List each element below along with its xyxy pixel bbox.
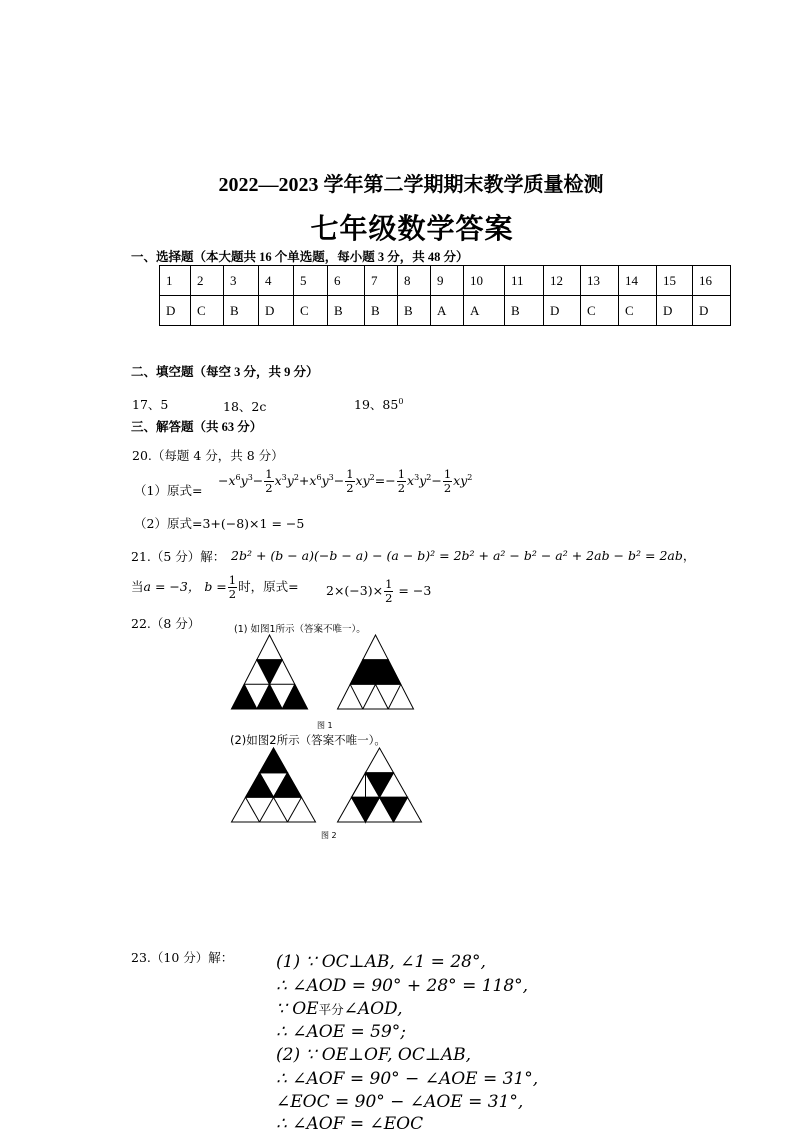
- question-number-10: 10: [464, 266, 505, 296]
- q21-shi: 时: [238, 579, 251, 594]
- q21-simplification: [231, 546, 695, 564]
- q23-line-3a: ∵ OE: [276, 999, 319, 1019]
- fig2-right-cell-right: [380, 797, 408, 822]
- q21-substitution: [131, 574, 299, 601]
- fig1-left-cell-right: [282, 684, 307, 709]
- q20-part2-expression: 3+(−8)×1 = −5: [202, 516, 305, 531]
- answer-title: 七年级数学答案: [310, 214, 514, 245]
- answer-5: C: [294, 296, 328, 326]
- q23-line-5: (2) ∵ OE⊥OF, OC⊥AB,: [276, 1045, 472, 1065]
- fig2-right-cell-top: [366, 773, 394, 798]
- fig1-left-cell-left: [232, 684, 257, 709]
- question-number-2: 2: [191, 266, 224, 296]
- question-number-5: 5: [294, 266, 328, 296]
- answer-table-answer-row: [160, 296, 731, 326]
- q21-b-condition: b =: [204, 579, 227, 594]
- question-number-16: 16: [693, 266, 731, 296]
- q20-part2-label: （2）原式=: [134, 516, 203, 531]
- q23-line-3b: ∠AOD,: [343, 999, 403, 1019]
- answer-table: [159, 265, 731, 326]
- q22-header: 22.（8 分）: [131, 616, 201, 631]
- question-number-14: 14: [619, 266, 657, 296]
- figure-2-label: 图 2: [321, 831, 337, 840]
- q21-b-denominator: 2: [228, 587, 237, 601]
- question-number-13: 13: [581, 266, 619, 296]
- q21-header: 21.（5 分）解：: [131, 549, 226, 564]
- answer-19: [354, 395, 403, 413]
- q21-simplification-expression: 2b² + (b − a)(−b − a) − (a − b)² = 2b² + a² − b² − a² + 2ab − b² = 2ab: [231, 548, 683, 563]
- section1-heading: 一、选择题（本大题共 16 个单选题，每小题 3 分，共 48 分）: [131, 250, 469, 264]
- q20-part1-expression: $-x^6y^3-$ $\frac{1}{2}$ $x^3y^2+x^6y^3-$ $\frac{1}{2}$ $xy^2=-$ $\frac{1}{2}$ $x^3y^2-$ $\frac{1}{2}$ $xy^2$: [218, 467, 473, 495]
- q23-header: 23.（10 分）解：: [131, 950, 234, 965]
- answer-1: D: [160, 296, 191, 326]
- answer-4: D: [259, 296, 294, 326]
- fig2-left-cell-apex: [260, 748, 288, 773]
- q23-line-7: ∠EOC = 90° − ∠AOE = 31°,: [276, 1092, 524, 1112]
- q23-line-8: ∴ ∠AOF = ∠EOC: [276, 1114, 424, 1134]
- answer-13: C: [581, 296, 619, 326]
- fig2-left-cell-right: [274, 773, 302, 798]
- q22-caption-2: (2)如图2所示（答案不唯一）。: [230, 733, 386, 747]
- q22-caption-1: (1) 如图1所示（答案不唯一）。: [234, 624, 366, 635]
- q21-result-label: ，原式=: [250, 579, 299, 594]
- figure-2-triangles: [229, 746, 425, 826]
- answer-2: C: [191, 296, 224, 326]
- question-number-7: 7: [365, 266, 398, 296]
- fig1-left-cell-mid: [257, 684, 282, 709]
- answer-12: D: [544, 296, 581, 326]
- answer-6: B: [328, 296, 365, 326]
- q23-line-3-bisect: 平分: [318, 1002, 344, 1017]
- answer-11: B: [505, 296, 544, 326]
- answer-19-degree: 0: [398, 396, 404, 406]
- answer-10: A: [464, 296, 505, 326]
- question-number-3: 3: [224, 266, 259, 296]
- q21-result: [326, 578, 431, 605]
- answer-7: B: [365, 296, 398, 326]
- q21-result-denominator: 2: [385, 591, 393, 605]
- question-number-6: 6: [328, 266, 365, 296]
- question-number-12: 12: [544, 266, 581, 296]
- answer-table-number-row: [160, 266, 731, 296]
- answer-8: B: [398, 296, 431, 326]
- answer-15: D: [657, 296, 693, 326]
- section3-heading: 三、解答题（共 63 分）: [131, 420, 263, 434]
- answer-17: 17、5: [132, 397, 169, 412]
- question-number-8: 8: [398, 266, 431, 296]
- answer-9: A: [431, 296, 464, 326]
- fig2-left-cell-left: [246, 773, 274, 798]
- q21-result-numerator: 1: [385, 577, 393, 591]
- q23-line-4: ∴ ∠AOE = 59°;: [276, 1022, 406, 1042]
- answer-14: C: [619, 296, 657, 326]
- figure-1-label: 图 1: [317, 721, 333, 730]
- q23-line-3: [276, 999, 402, 1019]
- question-number-9: 9: [431, 266, 464, 296]
- answer-16: D: [693, 296, 731, 326]
- question-number-1: 1: [160, 266, 191, 296]
- answer-3: B: [224, 296, 259, 326]
- q21-b-numerator: 1: [228, 573, 237, 587]
- section2-heading: 二、填空题（每空 3 分，共 9 分）: [131, 365, 319, 379]
- fig1-left-cell-top: [257, 660, 282, 685]
- question-number-15: 15: [657, 266, 693, 296]
- q23-line-6: ∴ ∠AOF = 90° − ∠AOE = 31°,: [276, 1069, 539, 1089]
- q21-result-left: 2×(−3)×: [326, 583, 384, 598]
- q21-a-condition: a = −3，: [143, 579, 201, 594]
- q23-line-2: ∴ ∠AOD = 90° + 28° = 118°,: [276, 976, 529, 996]
- question-number-4: 4: [259, 266, 294, 296]
- answer-18: 18、2c: [223, 399, 267, 414]
- q20-header: 20.（每题 4 分，共 8 分）: [132, 448, 284, 463]
- figure-1-triangles: [229, 633, 425, 713]
- q21-result-right: = −3: [394, 583, 432, 598]
- q21-when: 当: [131, 579, 144, 594]
- q21-trailing-comma: ，: [682, 548, 696, 563]
- q20-part1-label: （1）原式=: [134, 483, 203, 498]
- fig2-right-cell-left: [352, 797, 380, 822]
- answer-19-value: 19、85: [354, 397, 399, 412]
- q23-line-1: (1) ∵ OC⊥AB, ∠1 = 28°,: [276, 952, 486, 972]
- q20-part2: [134, 514, 304, 532]
- question-number-11: 11: [505, 266, 544, 296]
- exam-title: 2022—2023 学年第二学期期末教学质量检测: [218, 174, 604, 196]
